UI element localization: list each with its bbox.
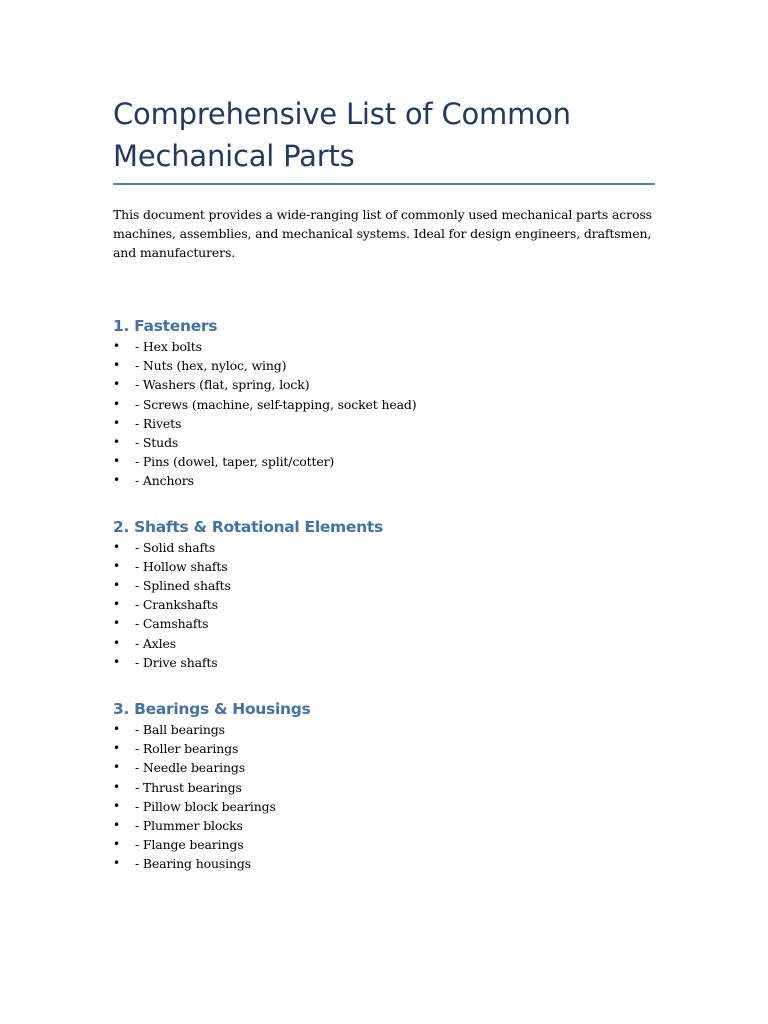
list-item [113, 375, 655, 394]
bullet-icon: • [113, 415, 120, 430]
list-item [113, 337, 655, 356]
list-item [113, 816, 655, 835]
bullet-icon: • [113, 578, 120, 593]
list-item-text: - Plummer blocks [135, 818, 243, 834]
list-item-text: - Axles [135, 635, 177, 651]
list-item [113, 356, 655, 375]
list-item-text: - Thrust bearings [135, 779, 242, 795]
bullet-icon: • [113, 454, 120, 469]
list-item [113, 835, 655, 854]
list-item [113, 739, 655, 758]
bullet-icon: • [113, 435, 120, 450]
list-item [113, 854, 655, 873]
bearings-list [113, 720, 655, 874]
list-item [113, 433, 655, 452]
bullet-icon: • [113, 616, 120, 631]
bullet-icon: • [113, 539, 120, 554]
bullet-icon: • [113, 597, 120, 612]
list-item [113, 614, 655, 633]
list-item [113, 452, 655, 471]
list-item [113, 778, 655, 797]
list-item-text: - Solid shafts [135, 539, 216, 555]
shafts-list [113, 538, 655, 672]
list-item-text: - Splined shafts [135, 578, 231, 594]
list-item [113, 576, 655, 595]
bullet-icon: • [113, 635, 120, 650]
list-item [113, 557, 655, 576]
list-item-text: - Flange bearings [135, 837, 244, 853]
list-item-text: - Pillow block bearings [135, 798, 276, 814]
list-item-text: - Needle bearings [135, 760, 246, 776]
list-item [113, 595, 655, 614]
list-item-text: - Pins (dowel, taper, split/cotter) [135, 454, 335, 470]
list-item [113, 395, 655, 414]
bullet-icon: • [113, 856, 120, 871]
bullet-icon: • [113, 741, 120, 756]
bullet-icon: • [113, 779, 120, 794]
list-item-text: - Bearing housings [135, 856, 252, 872]
list-item-text: - Rivets [135, 415, 182, 431]
bullet-icon: • [113, 339, 120, 353]
list-item [113, 797, 655, 816]
section-fasteners [113, 315, 655, 491]
section-heading: 2. Shafts & Rotational Elements [113, 517, 383, 536]
bullet-icon: • [113, 818, 120, 833]
bullet-icon: • [113, 358, 120, 373]
list-item [113, 634, 655, 653]
list-item [113, 414, 655, 433]
list-item-text: - Studs [135, 435, 179, 451]
list-item [113, 653, 655, 672]
bullet-icon: • [113, 798, 120, 813]
section-heading: 1. Fasteners [113, 317, 218, 335]
bullet-icon: • [113, 396, 120, 411]
list-item [113, 720, 655, 739]
intro-paragraph: This document provides a wide-ranging list of commonly used mechanical parts across machines, assemblies, and mechanical systems. Ideal for design engineers, draftsmen, and manufacturers. [113, 207, 652, 260]
bullet-icon: • [113, 654, 120, 669]
list-item-text: - Roller bearings [135, 741, 239, 757]
list-item-text: - Ball bearings [135, 722, 225, 738]
bullet-icon: • [113, 558, 120, 573]
section-heading: 3. Bearings & Housings [113, 700, 311, 719]
list-item [113, 471, 655, 490]
list-item [113, 538, 655, 557]
bullet-icon: • [113, 760, 120, 775]
list-item-text: - Hollow shafts [135, 558, 228, 574]
fasteners-list [113, 337, 655, 491]
document-title: Comprehensive List of Common Mechanical Parts [113, 97, 571, 173]
bullet-icon: • [113, 473, 120, 488]
list-item-text: - Drive shafts [135, 654, 218, 670]
bullet-icon: • [113, 837, 120, 852]
list-item-text: - Washers (flat, spring, lock) [135, 377, 310, 393]
list-item [113, 758, 655, 777]
list-item-text: - Nuts (hex, nyloc, wing) [135, 358, 287, 374]
document-page [113, 93, 655, 874]
list-item-text: - Anchors [135, 473, 194, 489]
list-item-text: - Crankshafts [135, 597, 218, 613]
list-item-text: - Camshafts [135, 616, 209, 632]
section-shafts [113, 516, 655, 672]
title-underline-rule [113, 183, 655, 185]
bullet-icon: • [113, 377, 120, 392]
list-item-text: - Hex bolts [135, 339, 202, 354]
section-bearings [113, 698, 655, 874]
list-item-text: - Screws (machine, self-tapping, socket head) [135, 396, 417, 412]
bullet-icon: • [113, 722, 120, 737]
